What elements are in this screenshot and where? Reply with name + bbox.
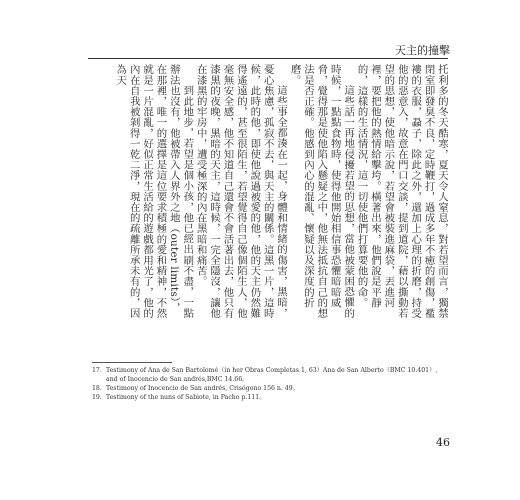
footnote-text: Testimony of Ana de San Bartolomé（in her Obras Completas 1, 63）Ana de San Alberto（BMC 10.401）, and of Inocencio de San andrés,BMC 14.66。 xyxy=(106,367,438,383)
footnote-number: 18. xyxy=(92,385,102,392)
footnote-number: 19. xyxy=(92,394,102,401)
footnote-19 xyxy=(92,393,448,402)
footnote-number: 17. xyxy=(92,367,102,374)
footnote-rule xyxy=(92,362,172,363)
body-paragraph-1: 托利多的冬天酷寒，夏天令人窒息，對若望而言，獨禁閉室即發臭不良，定時鞭打，過成多年不癒的創傷，襤褸的衣服，蝨子，除此之外，還加上心理的折磨，持受他的惡意入，故意在門口交談，提到道院，藉以撕動若望的思想，使他暗示說，若望會被裝進麻袋，丟進河裡，要把他的熱情給擊垮。橫著出來，他們說是平靜的，這樣的生活情況，這一切使他們打算要他的命。 xyxy=(355,64,448,319)
page-number: 46 xyxy=(436,436,450,449)
body-text xyxy=(86,64,448,322)
running-head: 天主的撞擊 xyxy=(395,44,450,57)
footnotes xyxy=(92,366,448,402)
footnote-text: Testimony of the nuns of Sabiote, in Pacho p.111。 xyxy=(106,394,266,401)
body-paragraph-3: 這些事全都湊在一起，身體和情緒的傷害，黑暗，憂心焦慮，孤寂不去，與天主的關係。這黑一片，這時候，此時的他，即使他說過被愛的他，他的天主仍然難得遙遠的，甚至很陌生，若望覺得自己像個陌生人，他毫無安全感，他不知道自己還會不會活著出去，他只有漆黑的夜晚，黑暗的天主，這時候，一完全隱沒，讓他在漆黑的牢房中，遭受極深的內在黑暗和痛苦。 xyxy=(194,64,288,319)
footnote-17 xyxy=(92,366,448,384)
body-paragraph-2: 這些話一再地侵擾若望的思想，當他被蒙困恐懼的時候，一點點食物時，使得他開始相信事恐懼暗暗威脅，覺得那是使他陷入懸疑之中，他無法抵抗自己的想法是否正確。他感到內心的混亂、懷疑以及深度的折磨。 xyxy=(288,64,355,319)
header-rule xyxy=(88,58,448,59)
footnote-text: Testimony of Inocencio de San andrés, Crisógono 156 n. 49。 xyxy=(106,385,299,392)
body-paragraph-4: 到此地步，若望是個小孩，他已經出刷不盡，一點辦法也沒有，他被帶入人界外之地（outer limits），在那裡，唯一的選擇是這位要求積極的愛和精神，不然就是一片混亂，好似正常生活給的遊戲都用光了，他的內在自我被剝得一乾二淨，現在的疏離所承未有的，因為天 xyxy=(114,64,194,319)
footnote-18 xyxy=(92,384,448,393)
